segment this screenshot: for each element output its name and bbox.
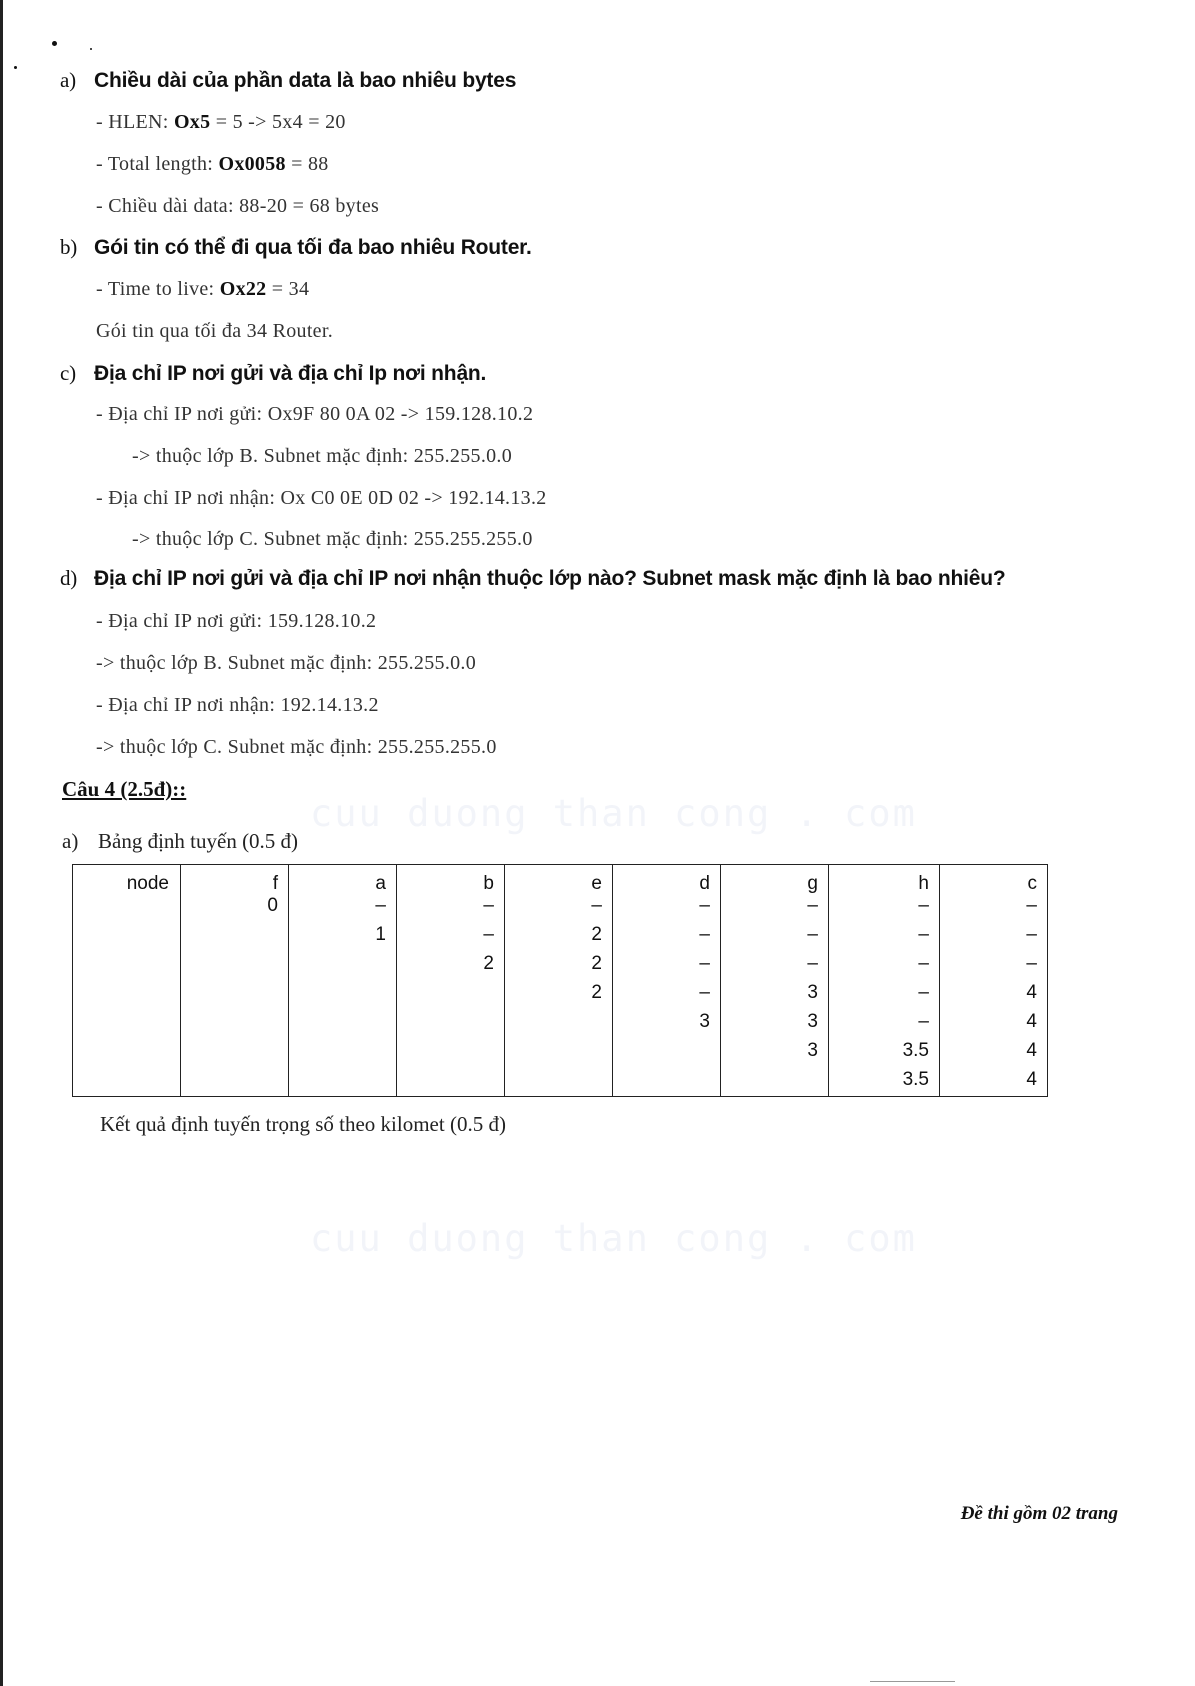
cell-value: 3.5 xyxy=(902,1069,929,1090)
column-values-c xyxy=(940,891,1037,1094)
answer-a-line-2-pre: - Total length: xyxy=(96,153,219,175)
header-cell-b: b xyxy=(397,865,505,898)
question-a-label: a) xyxy=(60,68,76,92)
cell-value: 3 xyxy=(807,982,818,1003)
cell-value: – xyxy=(699,924,710,945)
column-values-h xyxy=(829,891,929,1094)
question-c-text: Địa chỉ IP nơi gửi và địa chỉ Ip nơi nhận. xyxy=(94,362,487,385)
cell-value: 3.5 xyxy=(902,1040,929,1061)
column-values-a xyxy=(289,891,386,1094)
question-b xyxy=(60,235,532,260)
cell-value: 4 xyxy=(1026,1011,1037,1032)
watermark-text: cuu duong than cong . com xyxy=(310,792,917,835)
header-cell-node: node xyxy=(73,865,181,898)
answer-b-line-2 xyxy=(96,320,333,343)
cau4-sub-a-label: a) xyxy=(62,829,79,853)
question-d-label: d) xyxy=(60,566,78,590)
column-cell-a xyxy=(289,897,397,1097)
cell-value: – xyxy=(699,982,710,1003)
question-a-text: Chiều dài của phần data là bao nhiêu bytes xyxy=(94,69,517,92)
answer-a-line-1-post: = 5 -> 5x4 = 20 xyxy=(210,111,346,133)
header-cell-h: h xyxy=(829,865,940,898)
answer-d-line-1: - Địa chỉ IP nơi gửi: 159.128.10.2 xyxy=(96,610,377,632)
answer-a-line-1-bold: Ox5 xyxy=(173,111,211,133)
column-values-b xyxy=(397,891,494,1094)
cell-value: – xyxy=(918,953,929,974)
cell-value: – xyxy=(918,982,929,1003)
routing-table xyxy=(72,864,1048,1097)
question-c-label: c) xyxy=(60,361,76,385)
question-a xyxy=(60,68,516,93)
answer-b-line-1-pre: - Time to live: xyxy=(96,278,220,300)
answer-d-line-2: -> thuộc lớp B. Subnet mặc định: 255.255.0.0 xyxy=(96,652,477,674)
cell-value: – xyxy=(1026,895,1037,916)
column-cell-b xyxy=(397,897,505,1097)
margin-mark-dot xyxy=(14,66,17,69)
cell-value: – xyxy=(375,895,386,916)
cell-value: – xyxy=(483,924,494,945)
left-border-line xyxy=(0,0,3,1686)
answer-a-line-2 xyxy=(96,153,329,176)
cell-value: 3 xyxy=(807,1040,818,1061)
header-cell-g: g xyxy=(721,865,829,898)
top-mark-dot-small xyxy=(90,48,92,50)
cell-value: – xyxy=(807,895,818,916)
cell-value: – xyxy=(807,924,818,945)
answer-c-line-1: - Địa chỉ IP nơi gửi: Ox9F 80 0A 02 -> 159.128.10.2 xyxy=(96,403,534,425)
cell-value: 3 xyxy=(807,1011,818,1032)
cau4-sub-a-text: Bảng định tuyến (0.5 đ) xyxy=(98,829,299,853)
cell-value: 1 xyxy=(375,924,386,945)
cell-value: – xyxy=(918,895,929,916)
column-cell-f xyxy=(181,897,289,1097)
cell-value: – xyxy=(918,1011,929,1032)
column-values-d xyxy=(613,891,710,1094)
question-d-text: Địa chỉ IP nơi gửi và địa chỉ IP nơi nhận thuộc lớp nào? Subnet mask mặc định là bao nhiêu? xyxy=(94,567,1006,590)
cau4-heading: Câu 4 (2.5đ):: xyxy=(62,777,187,801)
watermark-text-lower: cuu duong than cong . com xyxy=(310,1217,917,1260)
answer-c-line-2: -> thuộc lớp B. Subnet mặc định: 255.255.0.0 xyxy=(132,445,513,467)
cell-value: – xyxy=(807,953,818,974)
footer-page-note: Đề thi gồm 02 trang xyxy=(960,1503,1118,1524)
header-cell-d: d xyxy=(613,865,721,898)
routing-result-text: Kết quả định tuyến trọng số theo kilomet (0.5 đ) xyxy=(100,1112,506,1136)
column-cell-d xyxy=(613,897,721,1097)
cell-value: 2 xyxy=(591,953,602,974)
routing-table-body-row xyxy=(73,897,1048,1097)
column-cell-g xyxy=(721,897,829,1097)
top-mark-dot xyxy=(52,41,57,46)
cell-value: – xyxy=(1026,924,1037,945)
answer-d-line-3: - Địa chỉ IP nơi nhận: 192.14.13.2 xyxy=(96,694,379,716)
question-b-text: Gói tin có thể đi qua tối đa bao nhiêu Router. xyxy=(94,236,532,259)
header-cell-f: f xyxy=(181,865,289,898)
cell-value: – xyxy=(483,895,494,916)
column-values-f xyxy=(181,891,278,1094)
answer-c-line-4: -> thuộc lớp C. Subnet mặc định: 255.255.255.0 xyxy=(132,528,533,550)
cell-value: 2 xyxy=(591,924,602,945)
cell-value: 0 xyxy=(267,895,278,916)
answer-a-line-3 xyxy=(96,195,379,218)
answer-b-line-1-bold: Ox22 xyxy=(219,278,267,300)
answer-a-line-3-pre: - Chiều dài data: 88-20 = 68 bytes xyxy=(96,195,380,217)
column-cell-c xyxy=(940,897,1048,1097)
cell-value: – xyxy=(1026,953,1037,974)
answer-a-line-2-bold: Ox0058 xyxy=(218,153,286,175)
cell-value: 3 xyxy=(699,1011,710,1032)
bottom-rule-line xyxy=(870,1681,955,1682)
cau4-sub-a xyxy=(62,829,298,854)
cell-value: 4 xyxy=(1026,1069,1037,1090)
answer-b-line-1-post: = 34 xyxy=(266,278,310,300)
cell-value: – xyxy=(699,953,710,974)
cell-value: 2 xyxy=(591,982,602,1003)
answer-d-line-4: -> thuộc lớp C. Subnet mặc định: 255.255.255.0 xyxy=(96,736,497,758)
question-c xyxy=(60,361,486,386)
cell-value: 4 xyxy=(1026,1040,1037,1061)
cell-value: – xyxy=(918,924,929,945)
cell-value: – xyxy=(699,895,710,916)
answer-a-line-1-pre: - HLEN: xyxy=(96,111,174,133)
header-cell-e: e xyxy=(505,865,613,898)
answer-a-line-2-post: = 88 xyxy=(285,153,329,175)
answer-c-line-3: - Địa chỉ IP nơi nhận: Ox C0 0E 0D 02 -> 192.14.13.2 xyxy=(96,487,547,509)
answer-a-line-1 xyxy=(96,111,346,134)
question-b-label: b) xyxy=(60,235,78,259)
answer-b-line-1 xyxy=(96,278,309,301)
column-cell-h xyxy=(829,897,940,1097)
column-values-e xyxy=(505,891,602,1094)
question-d xyxy=(60,566,1006,591)
cell-value: – xyxy=(591,895,602,916)
column-values-g xyxy=(721,891,818,1094)
answer-b-line-2-pre: Gói tin qua tối đa 34 Router. xyxy=(96,320,334,342)
cell-value: 4 xyxy=(1026,982,1037,1003)
column-cell-e xyxy=(505,897,613,1097)
header-cell-a: a xyxy=(289,865,397,898)
header-cell-c: c xyxy=(940,865,1048,898)
column-cell-node xyxy=(73,897,181,1097)
cell-value: 2 xyxy=(483,953,494,974)
